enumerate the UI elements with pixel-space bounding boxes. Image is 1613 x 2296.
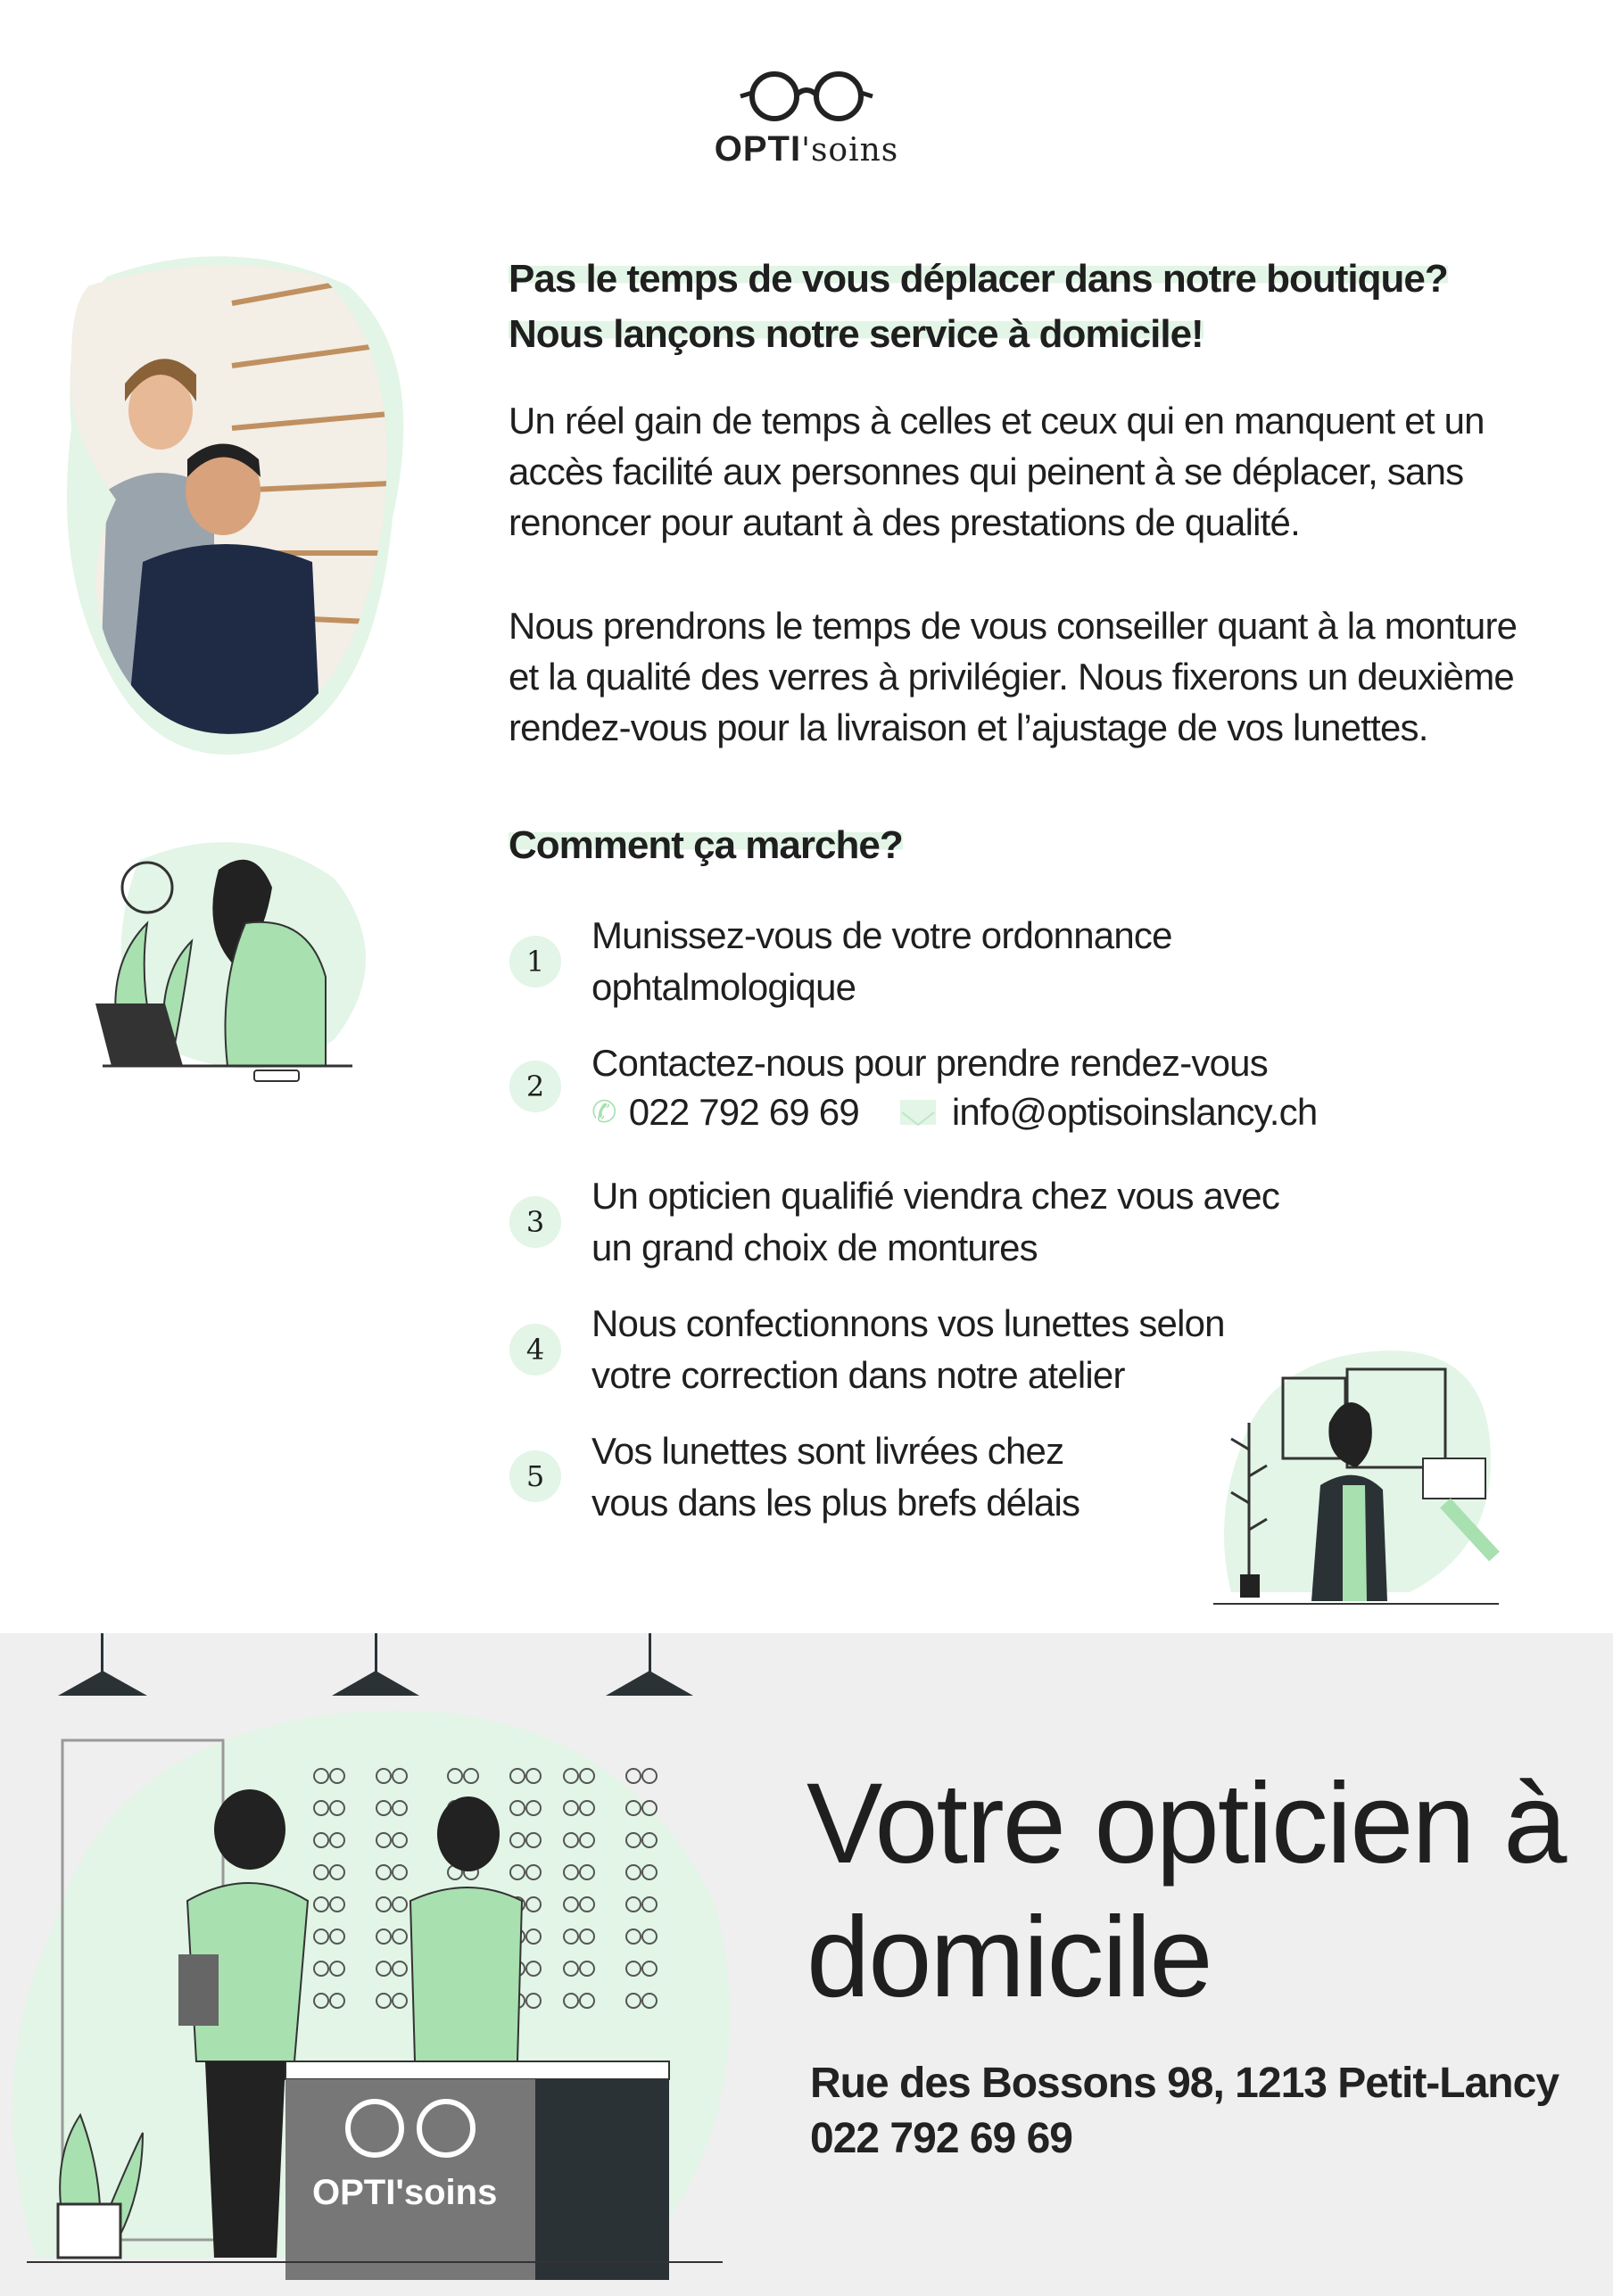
glasses-logo-icon <box>735 62 878 125</box>
step-number: 1 <box>509 936 561 987</box>
step-4 <box>591 1298 1225 1401</box>
footer-address: Rue des Bossons 98, 1213 Petit-Lancy <box>810 2060 1559 2107</box>
intro-heading-line1: Pas le temps de vous déplacer dans notre boutique? <box>509 257 1448 301</box>
step-text-line: vous dans les plus brefs délais <box>591 1482 1080 1524</box>
step-number: 5 <box>509 1450 561 1502</box>
footer-title-line2: domicile <box>806 1894 1212 2021</box>
step-1 <box>591 910 1172 1013</box>
contact-email[interactable]: info@optisoinslancy.ch <box>951 1091 1318 1133</box>
intro-paragraph-1 <box>509 395 1485 548</box>
step-text-line: Un opticien qualifié viendra chez vous avec <box>591 1175 1280 1217</box>
step-text-line: ophtalmologique <box>591 966 856 1008</box>
step-text-line: Munissez-vous de votre ordonnance <box>591 914 1172 956</box>
step-number: 4 <box>509 1324 561 1375</box>
text-line: rendez-vous pour la livraison et l’ajustage de vos lunettes. <box>509 706 1428 748</box>
step-3 <box>591 1170 1279 1274</box>
phone-icon: ✆ <box>591 1095 616 1129</box>
woman-laptop-illustration <box>85 825 379 1102</box>
contact-phone[interactable]: 022 792 69 69 <box>628 1091 859 1133</box>
intro-heading-line2: Nous lançons notre service à domicile! <box>509 312 1204 356</box>
step-text-line: votre correction dans notre atelier <box>591 1354 1125 1396</box>
footer-title <box>806 1757 1565 2025</box>
footer-title-line1: Votre opticien à <box>806 1760 1566 1887</box>
footer-contact <box>810 2056 1559 2167</box>
step-text-line: Contactez-nous pour prendre rendez-vous <box>591 1042 1268 1084</box>
how-heading: Comment ça marche? <box>509 823 903 867</box>
text-line: renoncer pour autant à des prestations de qualité. <box>509 501 1300 543</box>
step-5 <box>591 1425 1079 1529</box>
shop-illustration <box>0 1633 749 2296</box>
brand-logo <box>0 62 1613 169</box>
intro-paragraph-2 <box>509 600 1517 753</box>
step-2 <box>591 1037 1317 1136</box>
text-line: accès facilité aux personnes qui peinent à se déplacer, sans <box>509 450 1464 492</box>
step-number: 2 <box>509 1061 561 1112</box>
step-text-line: Vos lunettes sont livrées chez <box>591 1430 1064 1472</box>
team-photo <box>54 250 428 767</box>
logo-suffix: 'soins <box>801 132 899 169</box>
delivery-illustration <box>1213 1342 1517 1610</box>
text-line: Nous prendrons le temps de vous conseiller quant à la monture <box>509 605 1518 647</box>
mail-icon <box>900 1100 936 1125</box>
step-text-line: un grand choix de montures <box>591 1226 1038 1268</box>
logo-brand: OPTI <box>714 129 802 169</box>
shop-logo-text: OPTI'soins <box>312 2173 498 2212</box>
step-number: 3 <box>509 1196 561 1248</box>
step-text-line: Nous confectionnons vos lunettes selon <box>591 1302 1225 1344</box>
text-line: et la qualité des verres à privilégier. Nous fixerons un deuxième <box>509 656 1514 698</box>
text-line: Un réel gain de temps à celles et ceux qui en manquent et un <box>509 400 1485 442</box>
footer-phone[interactable]: 022 792 69 69 <box>810 2115 1072 2162</box>
